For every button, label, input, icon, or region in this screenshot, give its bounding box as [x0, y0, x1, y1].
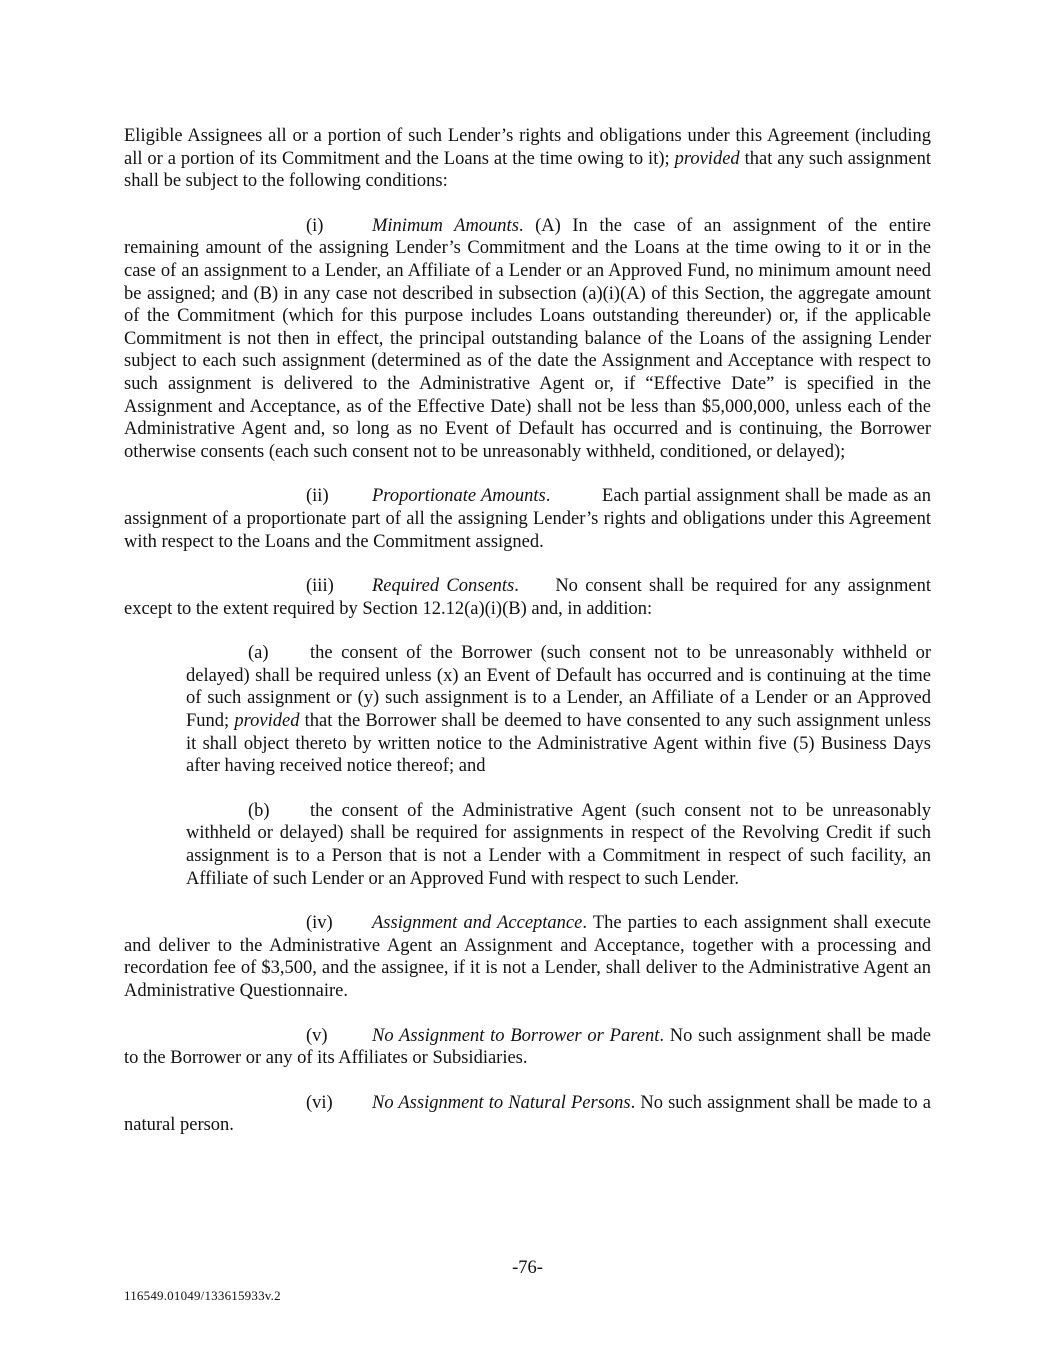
clause-vi: (vi) No Assignment to Natural Persons. No such assignment shall be made to a natural person.: [124, 1092, 932, 1136]
subclause-number: (a): [248, 643, 269, 664]
clause-i: (i) Minimum Amounts. (A) In the case of an assignment of the entire remaining amount of the assigning Lender’s Commitment and the Loans at the time owing to it or in the case of an assignment to a Lender, an Affiliate of a Lender or an Approved Fund, no minimum amount need be assigned; and (B) in any case not described in subsection (a)(i)(A) of this Section, the aggregate amount of the Commitment (which for this purpose includes Loans outstanding thereunder) or, if the applicable Commitment is not then in effect, the principal outstanding balance of the Loans of the assigning Lender subject to each such assignment (determined as of the date the Assignment and Acceptance with respect to such assignment is delivered to the Administrative Agent or, if “Effective Date” is specified in the Assignment and Acceptance, as of the Effective Date) shall not be less than $5,000,000, unless each of the Administrative Agent and, so long as no Event of Default has occurred and is continuing, the Borrower otherwise consents (each such consent not to be unreasonably withheld, conditioned, or delayed);: [124, 215, 932, 462]
clause-title: Proportionate Amounts: [372, 486, 546, 507]
clause-number: (iii): [306, 576, 334, 597]
clause-number: (iv): [306, 913, 333, 934]
page-number: -76-: [512, 1258, 543, 1278]
clause-number: (vi): [306, 1092, 333, 1113]
subclause-a: (a) the consent of the Borrower (such consent not to be unreasonably withheld or delayed) shall be required unless (x) an Event of Default has occurred and is continuing at the time of such assignment or (y) such assignment is to a Lender, an Affiliate of a Lender or an Approved Fund; provided that the Borrower shall be deemed to have consented to any such assignment unless it shall object thereto by written notice to the Administrative Agent within five (5) Business Days after having received notice thereof; and: [186, 643, 931, 777]
clause-title: Minimum Amounts: [372, 215, 519, 236]
clause-number: (i): [306, 215, 324, 236]
subclause-number: (b): [248, 800, 270, 821]
clause-iv: (iv) Assignment and Acceptance. The parties to each assignment shall execute and deliver to the Administrative Agent an Assignment and Acceptance, together with a processing and recordation fee of $3,500, and the assignee, if it is not a Lender, shall deliver to the Administrative Agent an Administrative Questionnaire.: [124, 913, 932, 1001]
intro-paragraph: Eligible Assignees all or a portion of such Lender’s rights and obligations under this Agreement (including all or a portion of its Commitment and the Loans at the time owing to it); provided that any such assignment shall be subject to the following conditions:: [124, 126, 931, 192]
document-id: 116549.01049/133615933v.2: [124, 1288, 281, 1303]
document-body: [124, 125, 936, 1137]
clause-title: Required Consents: [372, 576, 515, 597]
clause-title: No Assignment to Natural Persons: [372, 1092, 631, 1113]
clause-number: (v): [306, 1025, 328, 1046]
clause-number: (ii): [306, 486, 329, 507]
clause-ii: (ii) Proportionate Amounts. Each partial assignment shall be made as an assignment of a proportionate part of all the assigning Lender’s rights and obligations under this Agreement with respect to the Loans and the Commitment assigned.: [124, 486, 936, 552]
subclause-b: (b) the consent of the Administrative Agent (such consent not to be unreasonably withheld or delayed) shall be required for assignments in respect of the Revolving Credit if such assignment is to a Person that is not a Lender with a Commitment in respect of such facility, an Affiliate of such Lender or an Approved Fund with respect to such Lender.: [186, 800, 931, 889]
clause-title: No Assignment to Borrower or Parent: [372, 1025, 660, 1046]
clause-iii: (iii) Required Consents. No consent shall be required for any assignment except to the extent required by Section 12.12(a)(i)(B) and, in addition:: [124, 576, 936, 619]
clause-title: Assignment and Acceptance: [372, 913, 583, 934]
clause-v: (v) No Assignment to Borrower or Parent. No such assignment shall be made to the Borrower or any of its Affiliates or Subsidiaries.: [124, 1025, 932, 1069]
